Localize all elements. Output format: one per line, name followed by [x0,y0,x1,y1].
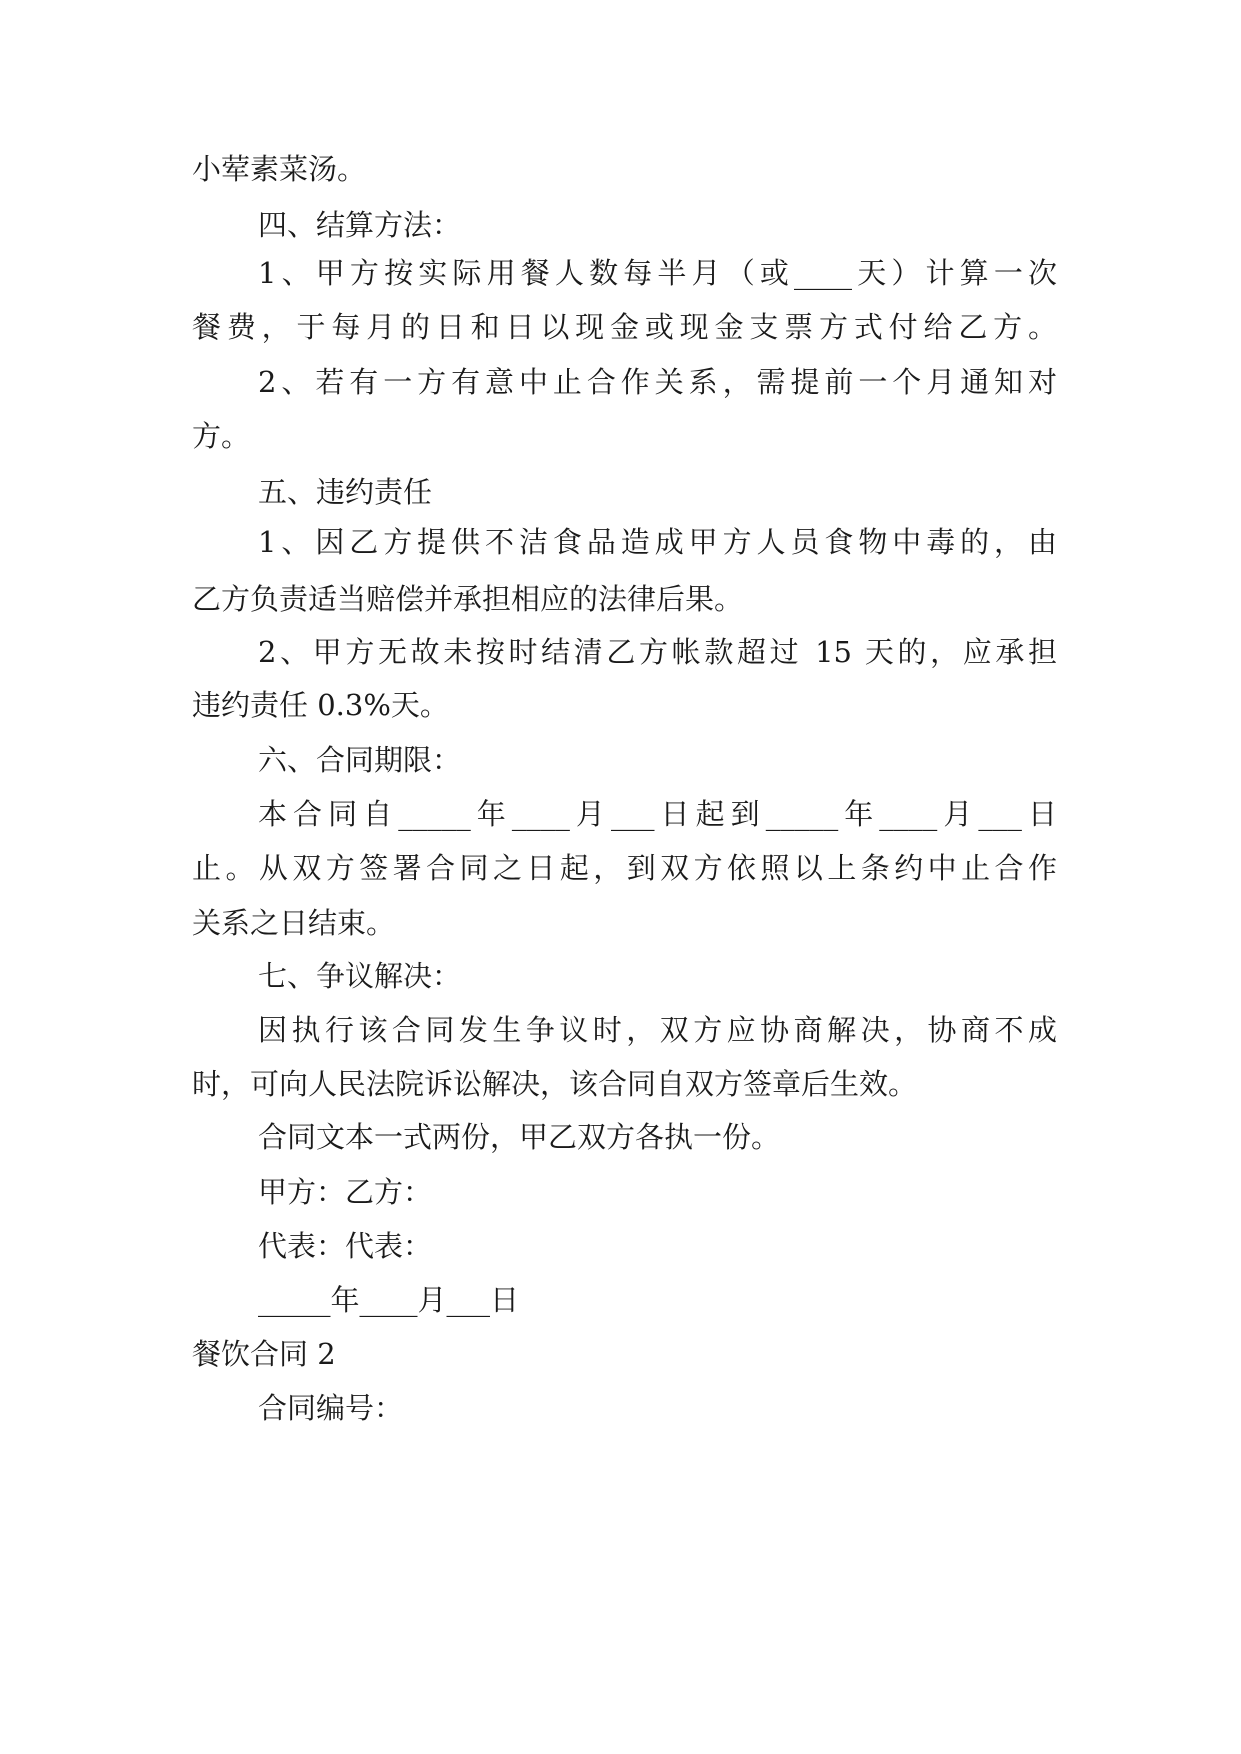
section-heading-settlement: 四、结算方法： [258,208,462,242]
section-heading-dispute: 七、争议解决： [258,959,462,993]
section-heading-term: 六、合同期限： [258,743,462,777]
body-text-line: 2、甲方无故未按时结清乙方帐款超过 15 天的，应承担 [258,635,1057,669]
section-heading-liability: 五、违约责任 [258,475,433,509]
signature-date: _____年____月___日 [258,1283,520,1317]
signature-representatives: 代表：代表： [258,1229,433,1263]
body-text-line: 合同文本一式两份，甲乙双方各执一份。 [258,1120,781,1154]
body-text-line: 时，可向人民法院诉讼解决，该合同自双方签章后生效。 [192,1067,918,1101]
body-text-line: 止。从双方签署合同之日起，到双方依照以上条约中止合作 [192,851,1057,885]
body-text-line: 小荤素菜汤。 [192,152,367,186]
body-text-line: 1、甲方按实际用餐人数每半月（或____天）计算一次 [258,256,1057,290]
body-text-line: 餐费，于每月的日和日以现金或现金支票方式付给乙方。 [192,310,1057,344]
contract-number-label: 合同编号： [258,1391,404,1425]
body-text-line: 违约责任 0.3%天。 [192,688,449,722]
body-text-line: 1、因乙方提供不洁食品造成甲方人员食物中毒的，由 [258,525,1057,559]
body-text-line: 因执行该合同发生争议时，双方应协商解决，协商不成 [258,1013,1057,1047]
body-text-line: 2、若有一方有意中止合作关系，需提前一个月通知对 [258,365,1057,399]
signature-parties: 甲方：乙方： [258,1175,433,1209]
body-text-line: 本合同自_____年____月___日起到_____年____月___日 [258,797,1057,831]
body-text-line: 乙方负责适当赔偿并承担相应的法律后果。 [192,582,744,616]
body-text-line: 关系之日结束。 [192,906,396,940]
body-text-line: 方。 [192,419,251,453]
contract-title: 餐饮合同 2 [192,1337,336,1371]
